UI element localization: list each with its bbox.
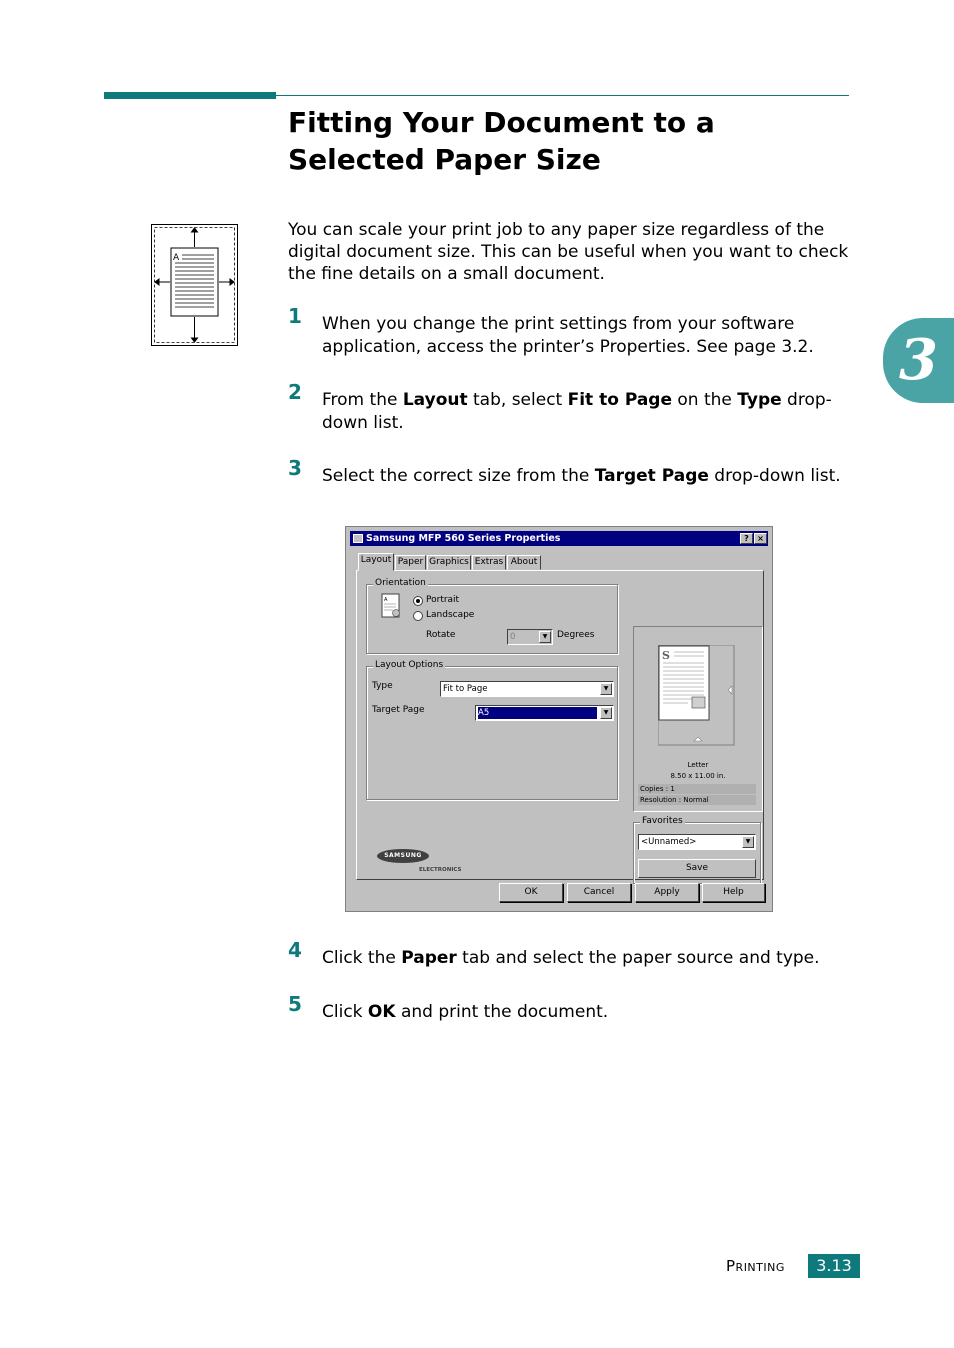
rotate-dropdown[interactable]: [507, 629, 553, 645]
ok-button[interactable]: OK: [499, 883, 563, 902]
chevron-down-icon: ▼: [742, 836, 754, 848]
portrait-radio[interactable]: [413, 596, 423, 606]
chevron-down-icon: ▼: [539, 631, 551, 643]
portrait-page-icon: [381, 593, 403, 619]
orientation-group: [366, 578, 618, 654]
header-rule-thick: [104, 92, 276, 99]
help-titlebar-button[interactable]: ?: [740, 533, 753, 544]
apply-button[interactable]: Apply: [635, 883, 699, 902]
layout-options-label: Layout Options: [375, 660, 444, 670]
layout-tab-panel: [356, 570, 764, 880]
type-value: Fit to Page: [443, 684, 488, 694]
save-favorite-button[interactable]: Save: [638, 859, 756, 878]
target-page-value: A5: [478, 707, 597, 719]
printer-icon: [353, 534, 363, 543]
type-label: Type: [372, 681, 393, 691]
tab-paper[interactable]: Paper: [395, 555, 426, 570]
landscape-radio[interactable]: [413, 611, 423, 621]
favorites-dropdown[interactable]: [638, 834, 756, 850]
target-page-dropdown[interactable]: [475, 705, 614, 721]
chevron-down-icon: ▼: [600, 707, 612, 719]
preview-paper: Letter: [687, 761, 709, 769]
cancel-button[interactable]: Cancel: [567, 883, 631, 902]
step-text: Click OK and print the document.: [322, 1002, 609, 1022]
landscape-label: Landscape: [426, 610, 475, 620]
chapter-tab: [883, 318, 954, 403]
step-number: 5: [288, 992, 302, 1016]
chevron-down-icon: ▼: [600, 683, 612, 695]
preview-page-letter: S: [662, 649, 670, 662]
chapter-number: 3: [899, 327, 938, 393]
step-text: Click the Paper tab and select the paper source and type.: [322, 948, 820, 968]
preview-resolution: Resolution : Normal: [638, 795, 756, 805]
close-titlebar-button[interactable]: ×: [754, 533, 767, 544]
tab-layout[interactable]: Layout: [358, 553, 394, 571]
tab-extras[interactable]: Extras: [472, 555, 506, 570]
step-text: When you change the print settings from your software application, access the printer’s Properties. See page 3.2.: [322, 314, 814, 357]
footer-section-label: PRINTING: [726, 1257, 785, 1275]
type-dropdown[interactable]: [440, 681, 614, 697]
step-text: From the Layout tab, select Fit to Page on the Type drop-down list.: [322, 390, 832, 433]
rotate-label: Rotate: [426, 630, 456, 640]
preview-page-icon: [658, 645, 740, 749]
step-number: 4: [288, 938, 302, 962]
favorites-label: Favorites: [642, 816, 683, 826]
step-text: Select the correct size from the Target Page drop-down list.: [322, 466, 841, 486]
properties-dialog: [345, 526, 773, 912]
degrees-label: Degrees: [557, 630, 595, 640]
dialog-title: Samsung MFP 560 Series Properties: [366, 533, 561, 544]
fit-to-page-icon: [151, 224, 238, 346]
samsung-logo: SAMSUNG: [377, 849, 429, 863]
step-number: 1: [288, 304, 302, 328]
preview-size: 8.50 x 11.00 in.: [670, 772, 726, 780]
favorites-group: [633, 816, 761, 884]
intro-paragraph: You can scale your print job to any paper size regardless of the digital document size. This can be useful when you want to check the fine details on a small document.: [288, 220, 849, 284]
preview-copies: Copies : 1: [638, 784, 756, 794]
rotate-value: 0: [510, 632, 516, 642]
help-button[interactable]: Help: [702, 883, 765, 902]
target-page-label: Target Page: [372, 705, 425, 715]
step-number: 2: [288, 380, 302, 404]
portrait-page-letter: A: [384, 597, 388, 603]
tab-graphics[interactable]: Graphics: [427, 555, 471, 570]
layout-options-group: [366, 660, 618, 800]
favorites-value: <Unnamed>: [641, 837, 697, 847]
dialog-titlebar: [350, 531, 768, 546]
tab-about[interactable]: About: [507, 555, 541, 570]
portrait-label: Portrait: [426, 595, 460, 605]
header-rule-thin: [276, 95, 849, 96]
page-title: Fitting Your Document to a Selected Paper Size: [288, 106, 715, 176]
step-number: 3: [288, 456, 302, 480]
icon-letter: A: [173, 253, 180, 263]
orientation-label: Orientation: [375, 578, 426, 588]
samsung-logo-sub: ELECTRONICS: [419, 867, 462, 873]
page-preview: [633, 626, 763, 812]
footer-page-number: 3.13: [808, 1254, 860, 1278]
